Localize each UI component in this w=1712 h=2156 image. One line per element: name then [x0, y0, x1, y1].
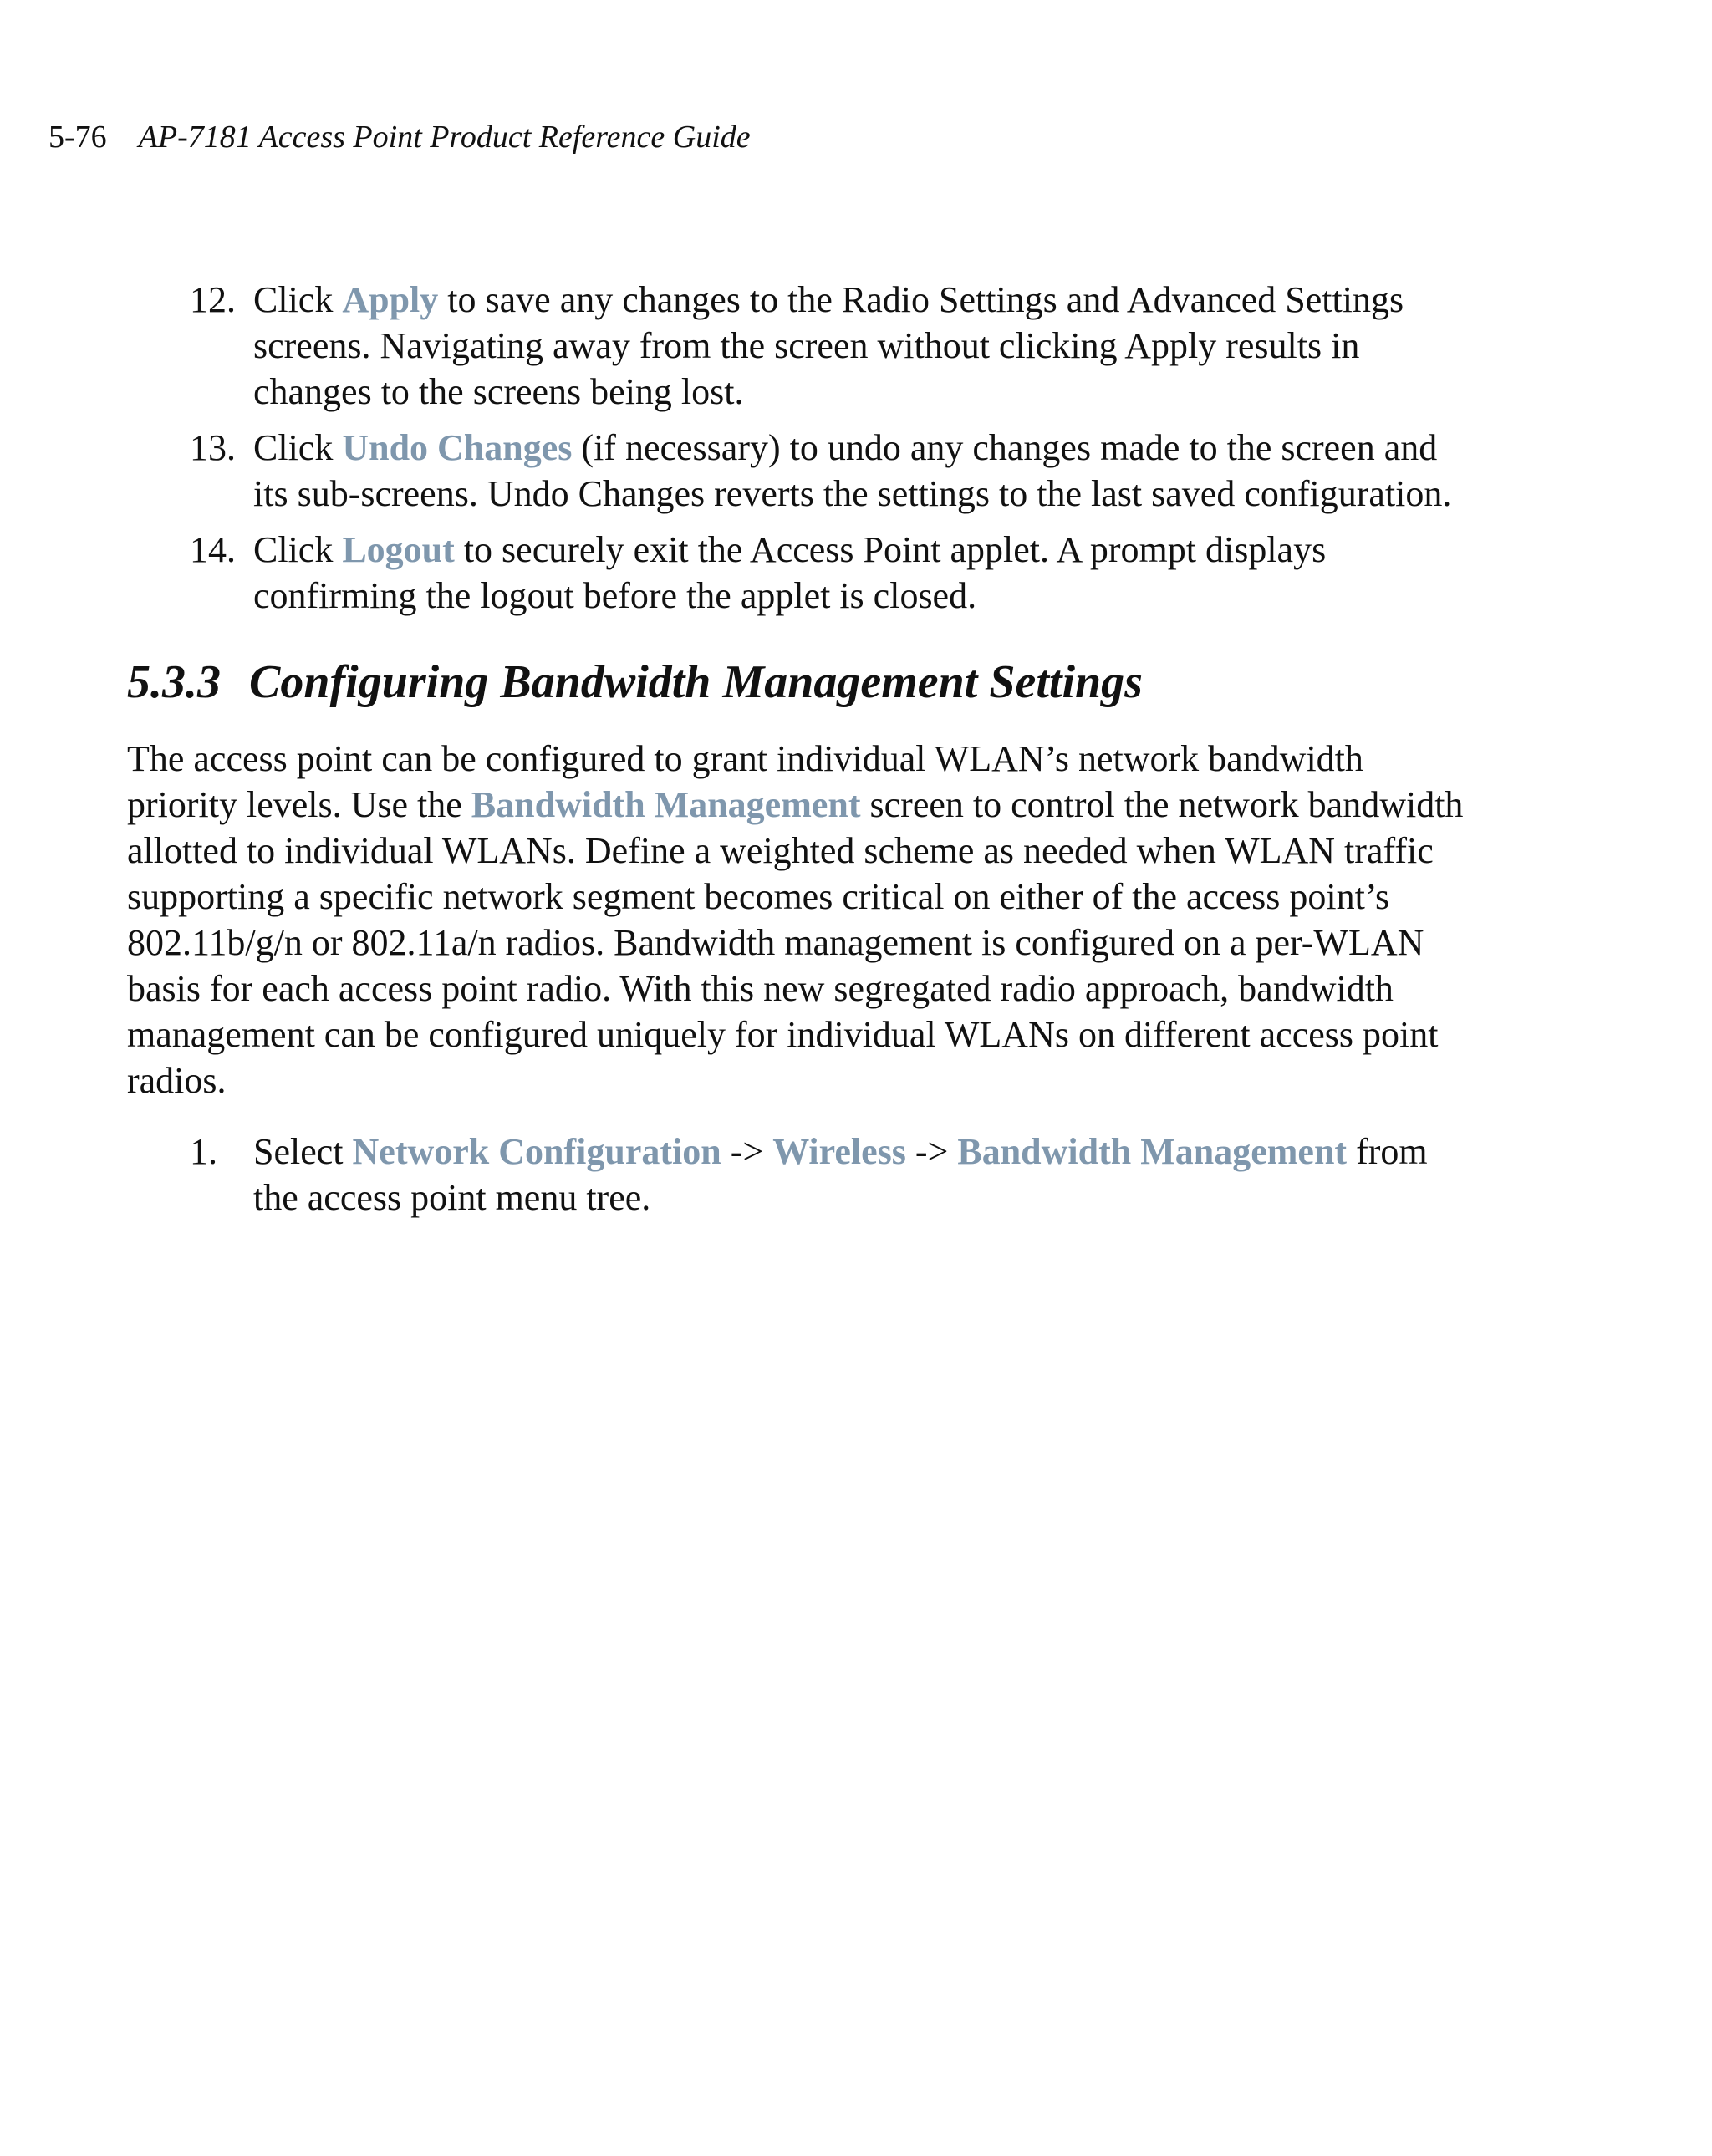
text-run: changes to the screens being lost. — [253, 371, 744, 412]
text-line — [253, 323, 1544, 369]
text-run: from — [1347, 1131, 1428, 1172]
text-run: Click — [253, 279, 343, 320]
text-line — [253, 277, 1544, 323]
text-run: basis for each access point radio. With this new segregated radio approach, bandwidth — [127, 968, 1394, 1009]
page-header — [48, 115, 751, 159]
text-run: supporting a specific network segment becomes critical on either of the access point’s — [127, 876, 1390, 917]
text-line — [127, 1012, 1540, 1058]
ui-reference-link: Logout — [342, 529, 455, 570]
ui-reference-link: Wireless — [772, 1131, 906, 1172]
text-run: -> — [905, 1131, 958, 1172]
text-run: 802.11b/g/n or 802.11a/n radios. Bandwidth management is configured on a per-WLAN — [127, 922, 1424, 963]
step-text — [253, 425, 1544, 517]
list-item — [190, 277, 1544, 415]
text-run: allotted to individual WLANs. Define a weighted scheme as needed when WLAN traffic — [127, 830, 1434, 871]
step-number: 12. — [190, 279, 236, 320]
step-text — [253, 527, 1544, 619]
list-item — [190, 425, 1544, 517]
section-title: Configuring Bandwidth Management Settings — [249, 656, 1143, 708]
list-item — [190, 1129, 1544, 1221]
text-run: management can be configured uniquely for individual WLANs on different access point — [127, 1014, 1439, 1055]
text-line — [253, 527, 1544, 573]
text-run: (if necessary) to undo any changes made to the screen and — [572, 427, 1438, 468]
text-line — [253, 471, 1544, 517]
guide-title: AP-7181 Access Point Product Reference Guide — [138, 120, 751, 155]
text-run: screens. Navigating away from the screen without clicking Apply results in — [253, 325, 1360, 366]
text-run: priority levels. Use the — [127, 784, 471, 825]
text-line — [127, 874, 1540, 920]
text-line — [127, 828, 1540, 874]
text-line — [253, 573, 1544, 619]
ui-reference-link: Undo Changes — [342, 427, 573, 468]
text-run: The access point can be configured to grant individual WLAN’s network bandwidth — [127, 738, 1363, 779]
text-run: Select — [253, 1131, 353, 1172]
text-line — [127, 736, 1540, 782]
body-paragraph — [127, 736, 1540, 1103]
text-line — [127, 1058, 1540, 1103]
text-line — [127, 966, 1540, 1012]
text-run: to save any changes to the Radio Settings and Advanced Settings — [438, 279, 1404, 320]
section-heading — [127, 652, 1143, 712]
text-run: screen to control the network bandwidth — [860, 784, 1464, 825]
text-run: its sub-screens. Undo Changes reverts the settings to the last saved configuration. — [253, 473, 1452, 514]
text-run: -> — [721, 1131, 773, 1172]
text-line — [253, 425, 1544, 471]
text-line — [127, 782, 1540, 828]
ui-reference-link: Network Configuration — [352, 1131, 721, 1172]
text-line — [127, 920, 1540, 966]
step-number: 14. — [190, 529, 236, 570]
text-run: confirming the logout before the applet is closed. — [253, 575, 977, 616]
section-number: 5.3.3 — [127, 656, 221, 708]
text-run: Click — [253, 427, 343, 468]
text-run: to securely exit the Access Point applet. A prompt displays — [454, 529, 1327, 570]
ui-reference-link: Apply — [342, 279, 439, 320]
text-run: the access point menu tree. — [253, 1177, 651, 1218]
ui-reference-link: Bandwidth Management — [471, 784, 861, 825]
step-text — [253, 277, 1544, 415]
text-line — [253, 1175, 1544, 1221]
ui-reference-link: Bandwidth Management — [957, 1131, 1348, 1172]
list-item — [190, 527, 1544, 619]
step-number: 1. — [190, 1131, 217, 1172]
text-line — [253, 369, 1544, 415]
text-run: Click — [253, 529, 343, 570]
step-number: 13. — [190, 427, 236, 468]
text-line — [253, 1129, 1544, 1175]
text-run: radios. — [127, 1060, 227, 1101]
page-number: 5-76 — [48, 120, 107, 155]
step-text — [253, 1129, 1544, 1221]
